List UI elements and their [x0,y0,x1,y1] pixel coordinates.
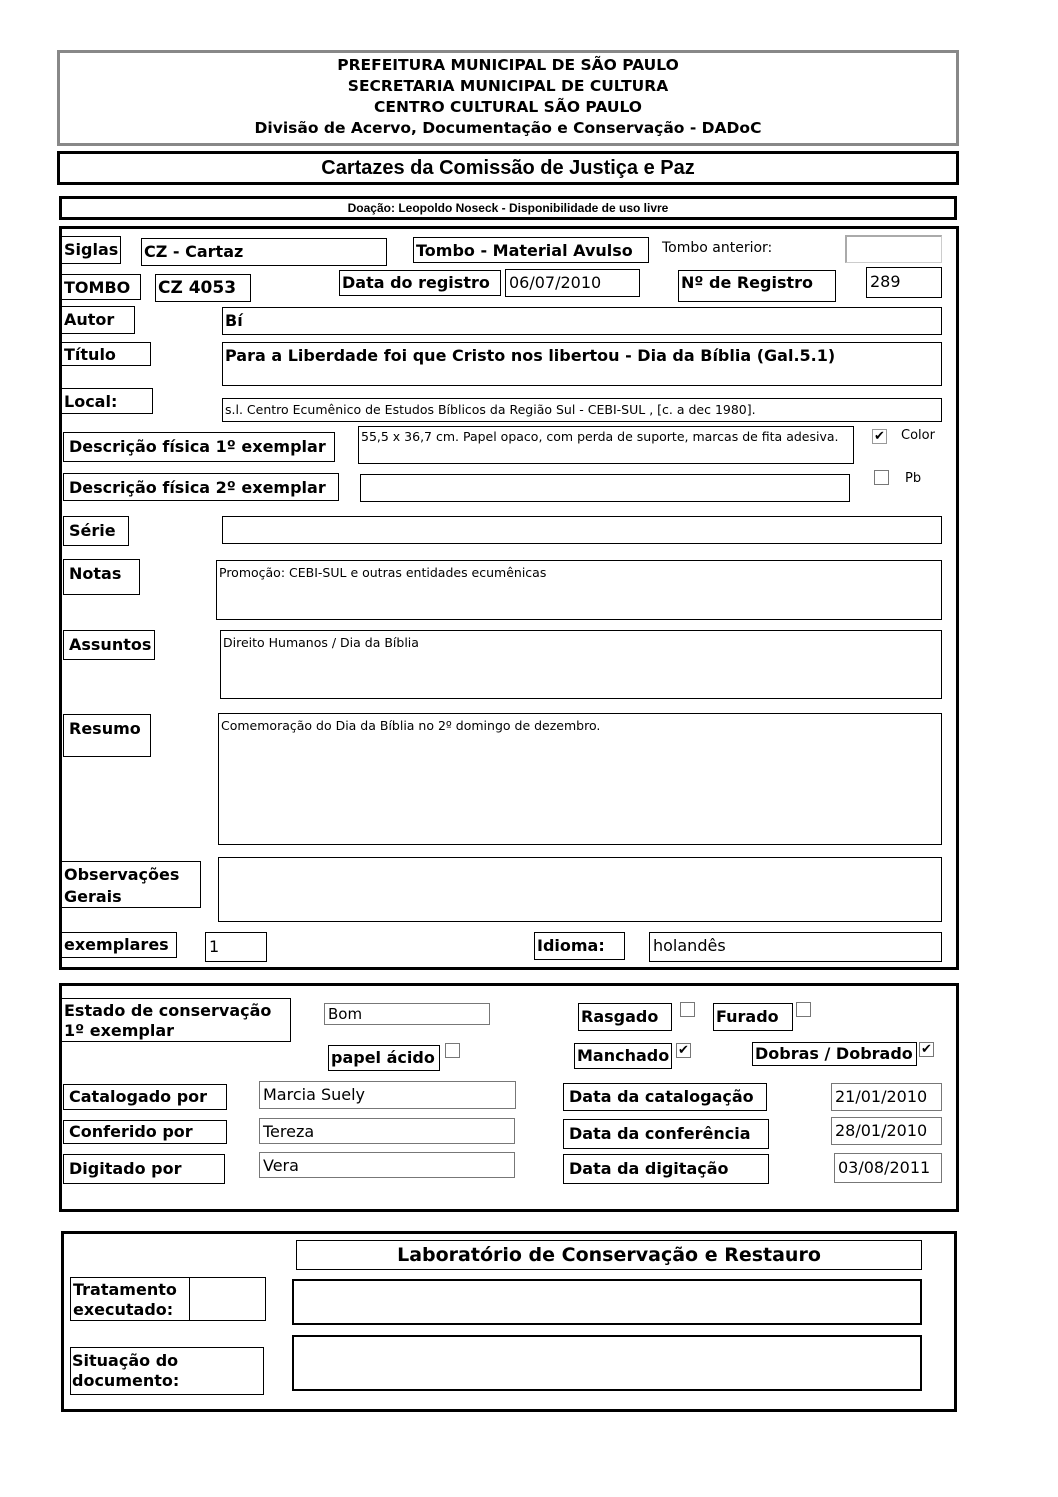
data-conferencia-field[interactable]: 28/01/2010 [831,1117,942,1145]
data-digitacao-field[interactable]: 03/08/2011 [834,1153,942,1183]
situacao-label-box [70,1347,264,1395]
data-catalogacao-label: Data da catalogação [563,1083,767,1111]
desc2-label: Descrição física 2º exemplar [63,473,339,501]
n-registro-field[interactable]: 289 [866,267,942,298]
data-catalogacao-field[interactable]: 21/01/2010 [831,1083,942,1111]
autor-field[interactable]: Bí [222,307,942,335]
estado-field[interactable]: Bom [324,1003,490,1025]
manchado-label: Manchado [574,1043,672,1069]
serie-value [223,517,229,537]
obs-value [219,858,225,878]
serie-field[interactable] [222,516,942,544]
resumo-label: Resumo [63,714,151,757]
color-label: Color [901,428,935,443]
tombo-label: TOMBO [61,274,141,300]
data-registro-label: Data do registro [339,270,501,296]
tratamento-label-box [70,1277,266,1321]
situacao-label: Situação do documento: [72,1351,180,1390]
resumo-field[interactable]: Comemoração do Dia da Bíblia no 2º domingo de dezembro. [218,713,942,845]
tratamento-field[interactable] [292,1279,922,1325]
tratamento-value [294,1281,300,1301]
header-line-2: SECRETARIA MUNICIPAL DE CULTURA [347,77,669,95]
tombo-material-label: Tombo - Material Avulso [413,237,649,263]
donation-note-text: Doação: Leopoldo Noseck - Disponibilidade de uso livre [347,201,669,215]
digitado-field[interactable]: Vera [259,1152,515,1178]
n-registro-label: Nº de Registro [678,270,836,302]
dobras-checkbox[interactable]: ✔ [919,1042,934,1057]
rasgado-checkbox[interactable] [680,1002,695,1017]
assuntos-field[interactable]: Direito Humanos / Dia da Bíblia [220,630,942,699]
obs-field[interactable] [218,857,942,922]
situacao-field[interactable] [292,1335,922,1391]
local-label: Local: [61,388,153,414]
pb-label: Pb [905,471,922,486]
notas-label: Notas [63,559,140,595]
lab-title: Laboratório de Conservação e Restauro [296,1240,922,1270]
titulo-field[interactable]: Para a Liberdade foi que Cristo nos libertou - Dia da Bíblia (Gal.5.1) [222,342,942,386]
desc1-field[interactable]: 55,5 x 36,7 cm. Papel opaco, com perda de suporte, marcas de fita adesiva. [358,426,854,464]
data-registro-field[interactable]: 06/07/2010 [505,269,640,297]
dobras-label: Dobras / Dobrado [752,1042,917,1066]
exemplares-label: exemplares [61,932,177,958]
manchado-checkbox[interactable]: ✔ [676,1043,691,1058]
pb-checkbox[interactable] [874,470,889,485]
autor-label: Autor [61,306,135,334]
papel-acido-checkbox[interactable] [445,1043,460,1058]
collection-title-text: Cartazes da Comissão de Justiça e Paz [321,157,695,179]
desc2-value [361,475,367,495]
furado-checkbox[interactable] [796,1002,811,1017]
institution-header [57,50,959,146]
digitado-label: Digitado por [63,1154,225,1184]
donation-note [59,196,957,220]
titulo-label: Título [61,342,151,366]
tratamento-label: Tratamento executado: [70,1277,190,1321]
color-checkbox[interactable]: ✔ [872,429,887,444]
siglas-field[interactable]: CZ - Cartaz [141,238,387,266]
exemplares-field[interactable]: 1 [205,932,267,962]
desc2-field[interactable] [360,474,850,502]
rasgado-label: Rasgado [578,1003,672,1031]
tombo-field[interactable]: CZ 4053 [155,274,251,302]
situacao-value [294,1337,300,1357]
conferido-label: Conferido por [63,1120,227,1144]
notas-field[interactable]: Promoção: CEBI-SUL e outras entidades ecumênicas [216,560,942,620]
assuntos-label: Assuntos [63,630,155,660]
local-field[interactable]: s.l. Centro Ecumênico de Estudos Bíblicos da Região Sul - CEBI-SUL , [c. a dec 1980]. [222,398,942,422]
papel-acido-label: papel ácido [328,1045,440,1071]
siglas-label: Siglas [61,236,121,264]
header-line-3: CENTRO CULTURAL SÃO PAULO [374,98,642,116]
header-line-1: PREFEITURA MUNICIPAL DE SÃO PAULO [337,56,679,74]
data-digitacao-label: Data da digitação [563,1154,769,1184]
serie-label: Série [63,516,129,546]
conferido-field[interactable]: Tereza [259,1118,515,1144]
catalogado-field[interactable]: Marcia Suely [259,1081,516,1109]
furado-label: Furado [713,1003,793,1031]
header-line-4: Divisão de Acervo, Documentação e Conservação - DADoC [254,119,762,137]
collection-title [57,151,959,185]
tombo-anterior-label: Tombo anterior: [662,240,773,256]
obs-label: Observações Gerais [61,861,201,908]
data-conferencia-label: Data da conferência [563,1119,769,1149]
catalogado-label: Catalogado por [63,1084,227,1110]
estado-label: Estado de conservação 1º exemplar [61,998,291,1042]
idioma-field[interactable]: holandês [649,932,942,962]
desc1-label: Descrição física 1º exemplar [63,432,335,462]
idioma-label: Idioma: [534,932,625,960]
tombo-anterior-field[interactable] [845,235,942,263]
